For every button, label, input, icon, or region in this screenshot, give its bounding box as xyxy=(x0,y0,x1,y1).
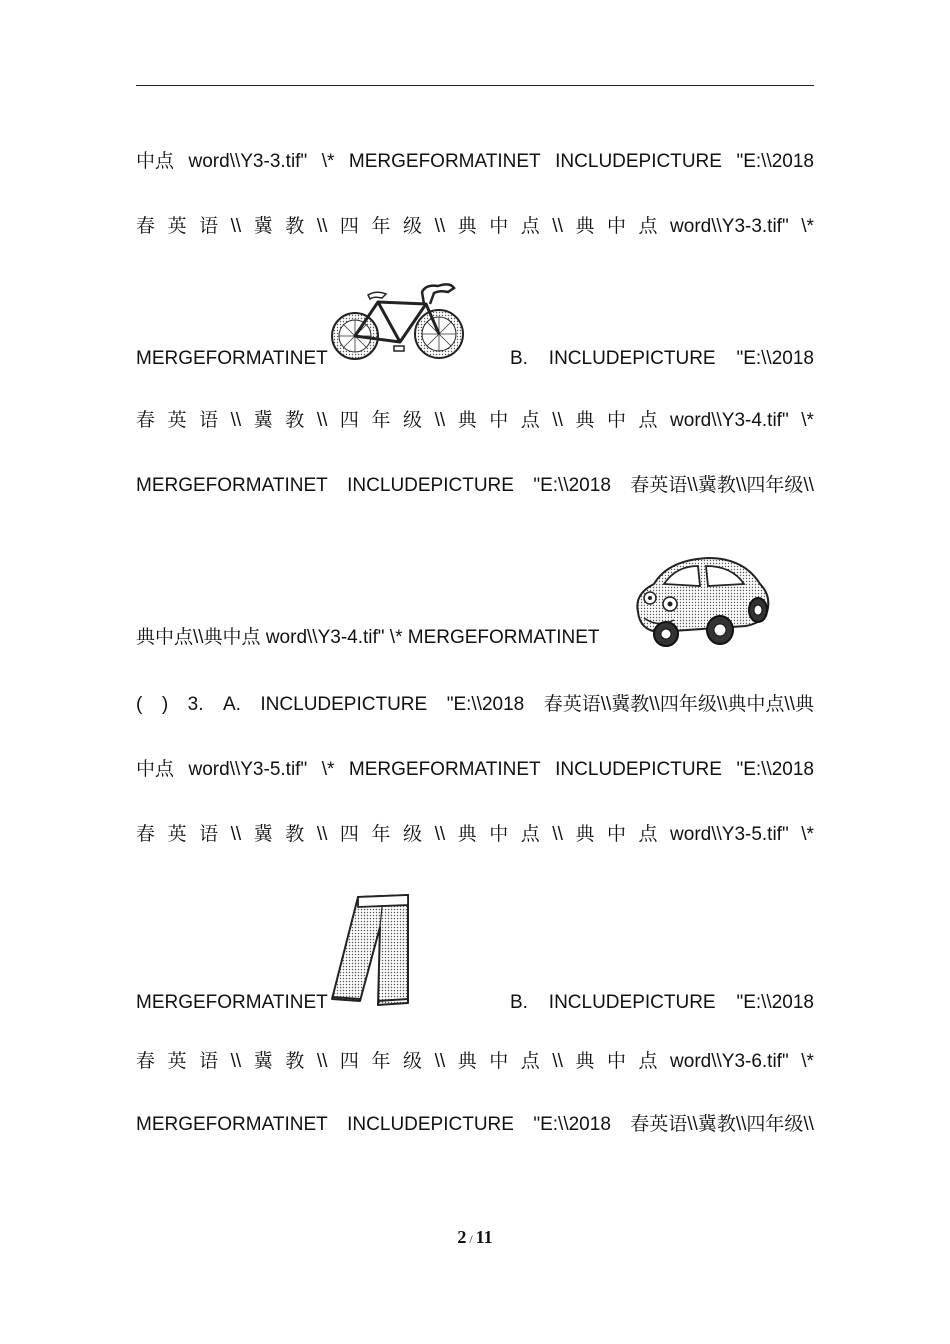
text-token: 中 xyxy=(489,410,509,431)
text-token: \\ xyxy=(434,216,446,237)
text-token: 典 xyxy=(575,410,595,431)
text-token: word\\Y3-4.tif" xyxy=(670,410,789,431)
text-token: \\ xyxy=(316,216,328,237)
text-token: 中点 xyxy=(136,759,175,780)
text-token: 年 xyxy=(371,410,391,431)
text-token: 春英语\\冀教\\四年级\\典中点\\典 xyxy=(543,694,814,715)
text-token: MERGEFORMATINET xyxy=(136,1114,328,1135)
text-token: 典 xyxy=(575,1051,595,1072)
text-line xyxy=(136,1050,814,1074)
text-token: 四 xyxy=(339,824,359,845)
text-token: 四 xyxy=(339,1051,359,1072)
text-token: 中 xyxy=(606,1051,626,1072)
text-token: \\ xyxy=(434,824,446,845)
text-token: 春 xyxy=(136,216,156,237)
text-token: 点 xyxy=(638,1051,658,1072)
text-line xyxy=(136,693,814,717)
text-token: 冀 xyxy=(253,410,273,431)
text-token: INCLUDEPICTURE xyxy=(548,348,716,369)
text-token: 四 xyxy=(339,410,359,431)
text-token: 中 xyxy=(606,824,626,845)
text-token: INCLUDEPICTURE xyxy=(548,992,716,1013)
text-line: MERGEFORMATINET xyxy=(136,348,328,369)
text-token: 冀 xyxy=(253,216,273,237)
text-token: 英 xyxy=(167,824,187,845)
text-token: 语 xyxy=(199,824,219,845)
text-token: 级 xyxy=(403,824,423,845)
text-line xyxy=(136,758,814,782)
text-token: 教 xyxy=(285,410,305,431)
text-token: 中点 xyxy=(136,151,175,172)
text-token: 英 xyxy=(167,410,187,431)
text-token: \\ xyxy=(552,824,563,845)
text-token: 春 xyxy=(136,410,156,431)
text-token: A. xyxy=(222,694,241,715)
text-line: 典中点\\典中点 word\\Y3-4.tif" \* MERGEFORMATINET xyxy=(136,627,600,648)
text-token: 典 xyxy=(575,824,595,845)
text-token: \\ xyxy=(230,824,242,845)
text-token: \* xyxy=(801,1051,814,1072)
total-pages: 11 xyxy=(475,1227,493,1247)
text-token: 语 xyxy=(199,410,219,431)
text-token: 级 xyxy=(403,216,423,237)
text-token: INCLUDEPICTURE xyxy=(347,475,514,496)
text-token: 英 xyxy=(167,1051,187,1072)
text-token: 典 xyxy=(457,216,477,237)
text-token: MERGEFORMATINET xyxy=(348,151,541,172)
text-token: \\ xyxy=(316,1051,328,1072)
text-token: 年 xyxy=(371,1051,391,1072)
text-token: 春 xyxy=(136,824,156,845)
text-token: "E:\\2018 xyxy=(533,475,611,496)
text-token: INCLUDEPICTURE xyxy=(347,1114,514,1135)
text-token: B. xyxy=(510,348,528,369)
text-token: MERGEFORMATINET xyxy=(348,759,541,780)
text-token: \\ xyxy=(230,216,242,237)
text-token: word\\Y3-5.tif" xyxy=(188,759,308,780)
trousers-icon xyxy=(330,893,412,1011)
text-line xyxy=(136,474,814,498)
text-token: ( xyxy=(136,694,143,715)
text-token: \\ xyxy=(552,216,563,237)
text-token: B. xyxy=(510,992,528,1013)
text-token: "E:\\2018 xyxy=(736,759,814,780)
text-token: 中 xyxy=(489,216,509,237)
text-token: 点 xyxy=(520,824,540,845)
text-token: 点 xyxy=(638,216,658,237)
text-token: \\ xyxy=(230,410,242,431)
text-token: "E:\\2018 xyxy=(736,992,814,1013)
text-token: 年 xyxy=(371,216,391,237)
text-token: 典 xyxy=(457,824,477,845)
text-token: \* xyxy=(801,216,814,237)
bicycle-icon xyxy=(330,278,466,363)
text-token: 春英语\\冀教\\四年级\\ xyxy=(630,475,814,496)
text-token: INCLUDEPICTURE xyxy=(260,694,428,715)
text-token: 点 xyxy=(520,216,540,237)
text-token: \* xyxy=(321,759,335,780)
text-token: 级 xyxy=(403,1051,423,1072)
text-token: \\ xyxy=(434,1051,446,1072)
text-token: 典 xyxy=(457,410,477,431)
text-token: \\ xyxy=(552,410,563,431)
text-token: "E:\\2018 xyxy=(533,1114,611,1135)
text-token: 3. xyxy=(187,694,204,715)
text-token: 中 xyxy=(606,216,626,237)
text-token: \\ xyxy=(434,410,446,431)
text-token: 冀 xyxy=(253,1051,273,1072)
text-token: 语 xyxy=(199,216,219,237)
text-token: 春英语\\冀教\\四年级\\ xyxy=(630,1114,814,1135)
text-token: 春 xyxy=(136,1051,156,1072)
text-line xyxy=(136,150,814,174)
text-line xyxy=(510,347,814,371)
text-token: \* xyxy=(321,151,335,172)
page-number xyxy=(0,1227,950,1248)
text-line xyxy=(136,823,814,847)
text-token: INCLUDEPICTURE xyxy=(555,759,722,780)
text-token: 典 xyxy=(457,1051,477,1072)
text-token: 教 xyxy=(285,824,305,845)
text-token: 点 xyxy=(520,1051,540,1072)
text-token: \* xyxy=(801,410,814,431)
text-token: 年 xyxy=(371,824,391,845)
current-page: 2 xyxy=(457,1227,467,1247)
text-token: word\\Y3-3.tif" xyxy=(188,151,308,172)
text-token: \\ xyxy=(316,824,328,845)
text-line xyxy=(136,1113,814,1137)
text-token: 语 xyxy=(199,1051,219,1072)
text-token: ) xyxy=(161,694,169,715)
car-icon xyxy=(628,550,772,650)
text-token: \\ xyxy=(230,1051,242,1072)
text-token: "E:\\2018 xyxy=(736,151,814,172)
text-token: 中 xyxy=(489,1051,509,1072)
text-token: word\\Y3-5.tif" xyxy=(670,824,789,845)
text-token: 冀 xyxy=(253,824,273,845)
page-separator: / xyxy=(469,1232,473,1246)
text-token: 教 xyxy=(285,1051,305,1072)
text-token: 点 xyxy=(638,410,658,431)
text-token: \* xyxy=(801,824,814,845)
text-line xyxy=(136,215,814,239)
text-token: 中 xyxy=(489,824,509,845)
text-line: MERGEFORMATINET xyxy=(136,992,328,1013)
text-line xyxy=(136,409,814,433)
text-token: 典 xyxy=(575,216,595,237)
text-token: word\\Y3-3.tif" xyxy=(670,216,789,237)
text-token: MERGEFORMATINET xyxy=(136,475,328,496)
text-token: INCLUDEPICTURE xyxy=(555,151,722,172)
text-token: 中 xyxy=(606,410,626,431)
text-token: \\ xyxy=(316,410,328,431)
header-rule xyxy=(136,85,814,86)
text-token: "E:\\2018 xyxy=(736,348,814,369)
text-token: 四 xyxy=(339,216,359,237)
text-token: \\ xyxy=(552,1051,563,1072)
text-token: 英 xyxy=(167,216,187,237)
text-token: 点 xyxy=(638,824,658,845)
text-token: word\\Y3-6.tif" xyxy=(670,1051,789,1072)
text-token: 级 xyxy=(403,410,423,431)
text-line xyxy=(510,991,814,1015)
text-token: 点 xyxy=(520,410,540,431)
text-token: 教 xyxy=(285,216,305,237)
text-token: "E:\\2018 xyxy=(446,694,525,715)
